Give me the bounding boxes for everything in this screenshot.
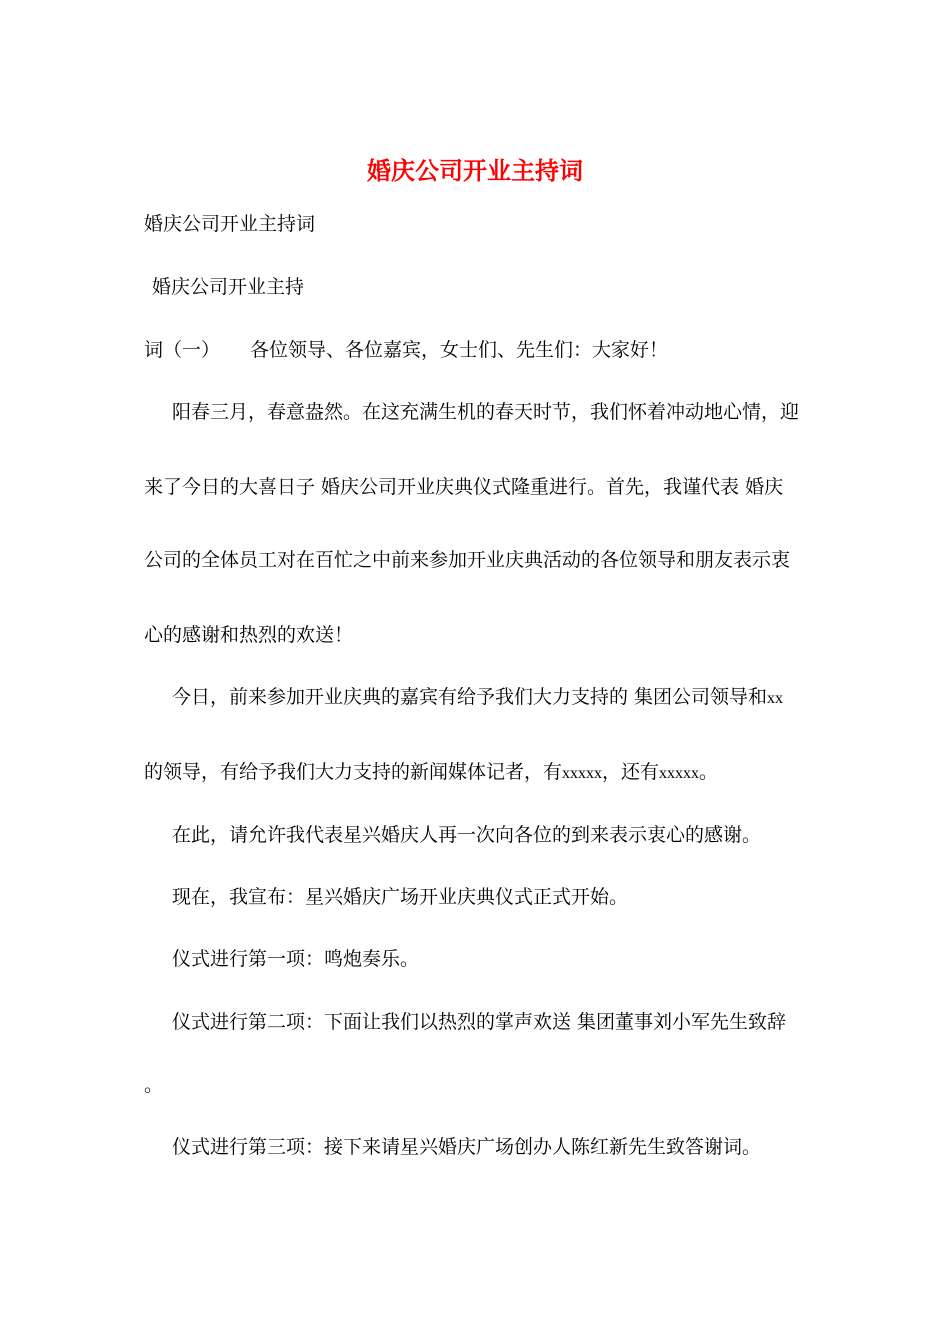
placeholder-xx: xx [767,690,784,707]
paragraph-5: 仪式进行第一项：鸣炮奏乐。 [172,948,420,970]
placeholder-xxxxx-1: xxxxx [562,765,603,782]
paragraph-3: 在此，请允许我代表星兴婚庆人再一次向各位的到来表示衷心的感谢。 [172,824,762,846]
paragraph-1-line-3: 公司的全体员工对在百忙之中前来参加开业庆典活动的各位领导和朋友表示衷 [144,549,791,571]
intro-line [144,337,668,363]
paragraph-1-line-4: 心的感谢和热烈的欢送！ [144,624,354,646]
paragraph-4: 现在，我宣布：星兴婚庆广场开业庆典仪式正式开始。 [172,886,629,908]
intro-greeting: 各位领导、各位嘉宾，女士们、先生们：大家好！ [250,339,669,361]
paragraph-7: 仪式进行第三项：接下来请星兴婚庆广场创办人陈红新先生致答谢词。 [172,1136,762,1158]
paragraph-2-text-a: 的领导，有给予我们大力支持的新闻媒体记者，有 [144,761,563,783]
paragraph-1-line-1: 阳春三月，春意盎然。在这充满生机的春天时节，我们怀着冲动地心情，迎 [172,401,800,423]
paragraph-6-line-2: 。 [144,1074,164,1096]
paragraph-2-line-2 [144,759,718,787]
paragraph-2-text-c: 。 [699,761,719,783]
document-title: 婚庆公司开业主持词 [367,157,583,185]
paragraph-6-line-1: 仪式进行第二项：下面让我们以热烈的掌声欢送 集团董事刘小军先生致辞 [172,1011,787,1033]
document-subtitle: 婚庆公司开业主持词 [144,213,316,235]
paragraph-2-line-1 [172,684,783,712]
paragraph-1-line-2: 来了今日的大喜日子 婚庆公司开业庆典仪式隆重进行。首先，我谨代表 婚庆 [144,476,784,498]
placeholder-xxxxx-2: xxxxx [659,765,700,782]
intro-prefix: 词（一） [144,339,221,361]
heading-line: 婚庆公司开业主持 [152,276,305,298]
paragraph-2-text-b: ，还有 [602,761,660,783]
paragraph-2-text: 今日，前来参加开业庆典的嘉宾有给予我们大力支持的 集团公司领导和 [172,686,768,708]
